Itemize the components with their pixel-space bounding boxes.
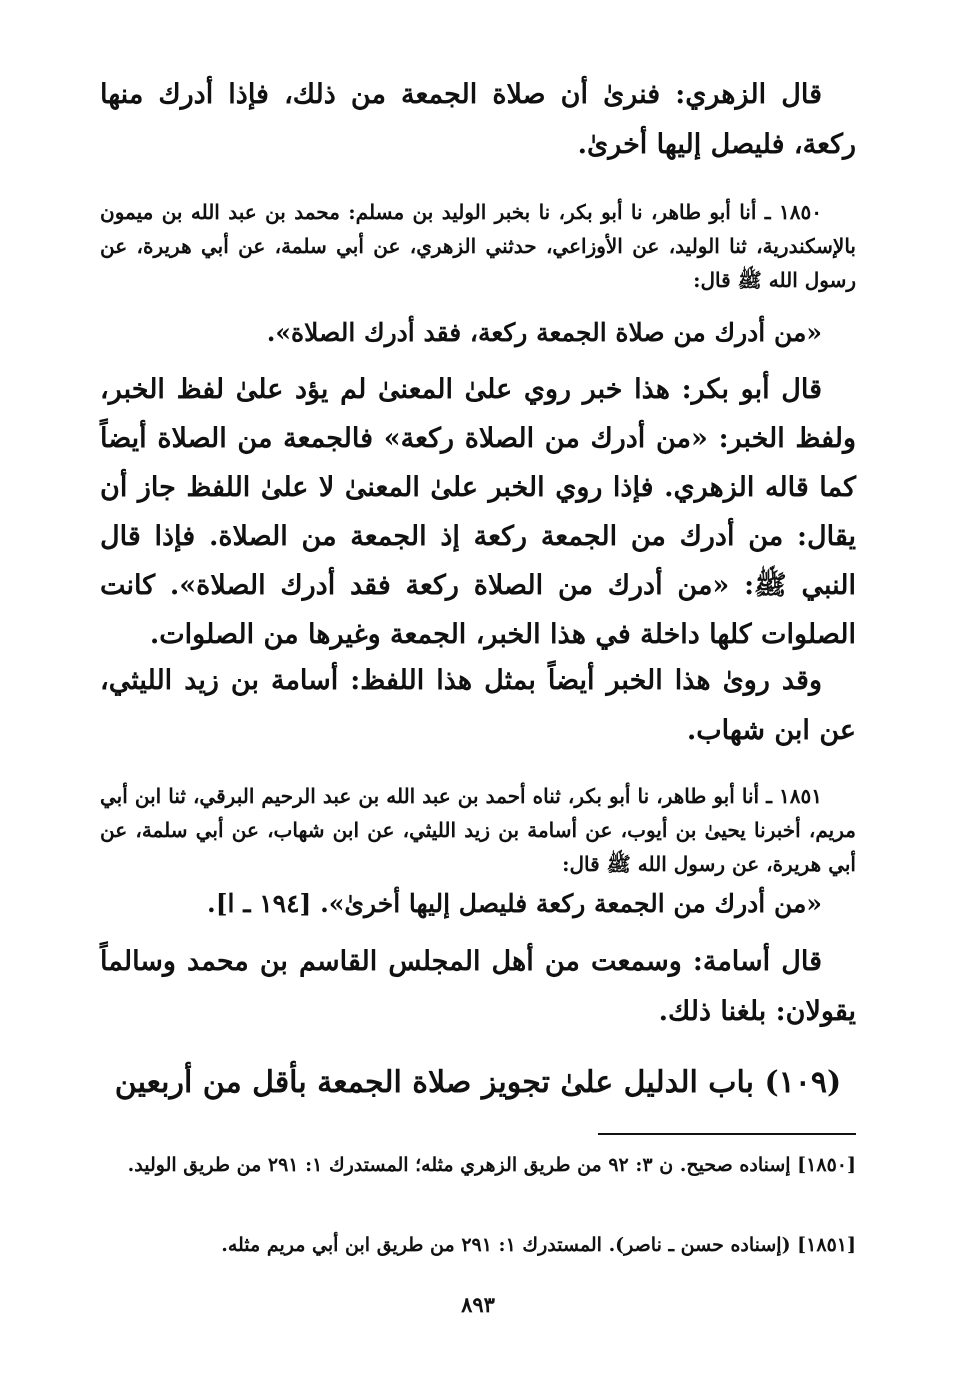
footnote-separator	[598, 1133, 856, 1135]
hadith-1851-text: «من أدرك من الجمعة ركعة فليصل إليها أخرىٰ». [١٩٤ ـ ا].	[207, 889, 822, 918]
paragraph-zuhri-opinion: قال الزهري: فنرىٰ أن صلاة الجمعة من ذلك، فإذا أدرك منها ركعة، فليصل إليها أخرىٰ.	[100, 79, 856, 160]
hadith-1850-text: «من أدرك من صلاة الجمعة ركعة، فقد أدرك الصلاة».	[266, 318, 822, 347]
paragraph-usama-statement: قال أسامة: وسمعت من أهل المجلس القاسم بن محمد وسالماً يقولان: بلغنا ذلك.	[100, 946, 856, 1027]
paragraph-usama-narration: وقد روىٰ هذا الخبر أيضاً بمثل هذا اللفظ: أسامة بن زيد الليثي، عن ابن شهاب.	[100, 665, 856, 746]
chapter-heading: (١٠٩) باب الدليل علىٰ تجويز صلاة الجمعة بأقل من أربعين	[114, 1065, 842, 1100]
hadith-1851-isnad: ١٨٥١ ـ أنا أبو طاهر، نا أبو بكر، ثناه أحمد بن عبد الله بن عبد الرحيم البرقي، ثنا ابن أبي مريم، أخبرنا يحيىٰ بن أيوب، عن أسامة بن زيد الليثي، عن ابن شهاب، عن أبي سلمة، عن أبي هريرة، عن رسول الله ﷺ قال:	[100, 784, 856, 876]
footnote-1850: [١٨٥٠] إسناده صحيح. ن ٣: ٩٢ من طريق الزهري مثله؛ المستدرك ١: ٢٩١ من طريق الوليد.	[127, 1154, 856, 1176]
hadith-1850-isnad: ١٨٥٠ ـ أنا أبو طاهر، نا أبو بكر، نا بخبر الوليد بن مسلم: محمد بن عبد الله بن ميمون بالإسكندرية، ثنا الوليد، عن الأوزاعي، حدثني الزهري، عن أبي سلمة، عن أبي هريرة، عن رسول الله ﷺ قال:	[100, 200, 856, 292]
page-number: ٨٩٣	[461, 1292, 495, 1317]
paragraph-abu-bakr-commentary: قال أبو بكر: هذا خبر روي علىٰ المعنىٰ لم يؤد علىٰ لفظ الخبر، ولفظ الخبر: «من أدرك من الصلاة ركعة» فالجمعة من الصلاة أيضاً كما قاله الزهري. فإذا روي الخبر علىٰ المعنىٰ لا علىٰ اللفظ جاز أن يقال: من أدرك من الجمعة ركعة إذ الجمعة من الصلاة. فإذا قال النبي ﷺ: «من أدرك من الصلاة ركعة فقد أدرك الصلاة». كانت الصلوات كلها داخلة في هذا الخبر، الجمعة وغيرها من الصلوات.	[100, 374, 856, 650]
footnote-1851: [١٨٥١] (إسناده حسن ـ ناصر). المستدرك ١: ٢٩١ من طريق ابن أبي مريم مثله.	[221, 1234, 856, 1256]
